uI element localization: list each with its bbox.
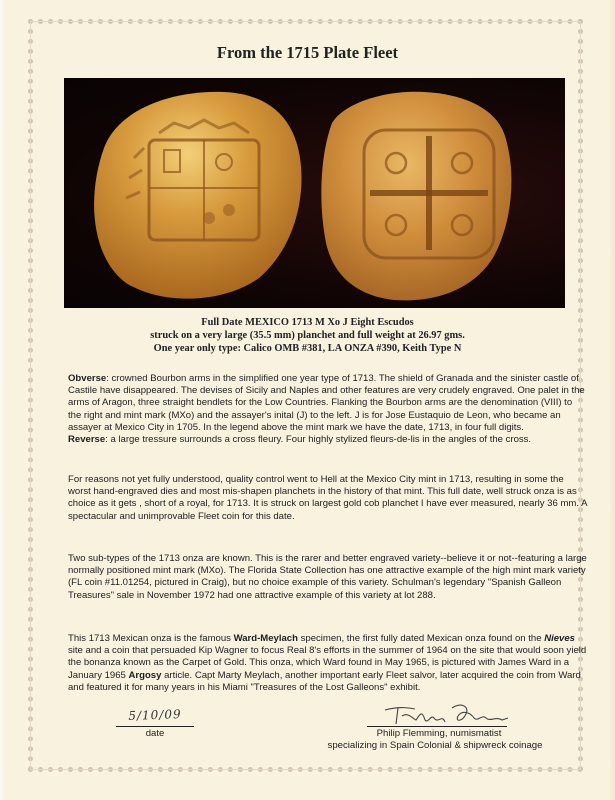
caption-line-3: One year only type: Calico OMB #381, LA ONZA #390, Keith Type N: [153, 343, 462, 354]
signature-underline: [367, 726, 507, 727]
date-label: date: [145, 728, 165, 739]
provenance-text-2: specimen, the first fully dated Mexican onza found on the: [297, 633, 545, 644]
reverse-label: Reverse: [68, 434, 106, 445]
signer-name: Philip Flemming, numismatist: [376, 728, 502, 739]
provenance-text-4: article. Capt Marty Meylach, another important early Fleet salvor, later acquired the coin from Ward and featured it for many years in his Miami "Treasures of the Lost Galleons" exhibit.: [68, 669, 581, 693]
caption-line-2: struck on a very large (35.5 mm) planchet and full weight at 26.97 gms.: [150, 330, 465, 341]
coin-photo-graphic: [64, 78, 565, 308]
handwritten-signature: [310, 700, 560, 726]
provenance-paragraph: [68, 633, 588, 694]
quality-text: For reasons not yet fully understood, quality control went to Hell at the Mexico City mint in 1713, resulting in some the worst hand-engraved dies and most mis-shapen planchets in the history of that mint. This full date, well struck onza is as choice as it gets , short of a royal, for 1713. It is struck on largest gold cob planchet I have ever measured, nearly 36 mm. A spectacular and unimprovable Fleet coin for this date.: [68, 474, 587, 522]
provenance-site-italic: Nieves: [544, 633, 575, 644]
subtypes-text: Two sub-types of the 1713 onza are known. This is the rarer and better engraved variety--believe it or not--featuring a large normally positioned mint mark (MXo). The Florida State Collection has one attractive example of the high mint mark variety (FL coin #11.01254, pictured in Craig), but no choice example of this variety. Schulman's legendary "Spanish Galleon Treasures" sale in November 1972 had one attractive example of this variety at lot 288.: [68, 553, 587, 601]
handwritten-date: 5/10/09: [128, 707, 182, 723]
coin-caption: [0, 316, 615, 355]
date-block: [116, 708, 194, 739]
document-title: From the 1715 Plate Fleet: [216, 43, 399, 62]
coin-reverse-cross-icon: [321, 92, 511, 301]
reverse-text: : a large tressure surrounds a cross fleury. Four highly stylized fleurs-de-lis in the angles of the cross.: [105, 434, 532, 445]
signature-block: [310, 700, 560, 751]
signer-specialty: specializing in Spain Colonial & shipwreck coinage: [327, 740, 543, 751]
coin-obverse-shield-icon: [94, 92, 301, 299]
provenance-name-bold: Ward-Meylach: [233, 633, 298, 644]
obverse-text: : crowned Bourbon arms in the simplified one year type of 1713. The shield of Granada and the sinister castle of Castile have disappeared. The devises of Sicily and Naples and other features are very crudely engraved. One palet in the arms of Aragon, three straight bendlets for the Low Countries. Flanking the Bourbon arms are the denomination (VIII) to the right and mint mark (MXo) and the assayer's inital (J) to the left. J is for Jose Eustaquio de Leon, who became an assayer at Mexico City in 1705. In the legend above the mint mark we have the date, 1713, in four full digits.: [68, 373, 585, 433]
provenance-text-3: site and a coin that persuaded Kip Wagner to focus Real 8's efforts in the summer of 1964 on the site that would soon yield the bonanza known as the Carpet of Gold. This onza, which Ward found in May 1965, is pictured with James Ward in a January 1965: [68, 645, 587, 681]
obverse-label: Obverse: [68, 373, 107, 384]
caption-line-1: Full Date MEXICO 1713 M Xo J Eight Escudos: [201, 317, 414, 328]
provenance-text-1: This 1713 Mexican onza is the famous: [68, 633, 234, 644]
signature-scribble-icon: [310, 700, 560, 726]
provenance-magazine-bold: Argosy: [128, 669, 162, 681]
subtypes-paragraph: [68, 553, 588, 602]
date-underline: [116, 726, 194, 727]
quality-paragraph: [68, 474, 588, 523]
coin-photo: [64, 78, 565, 308]
reverse-paragraph: [68, 434, 588, 446]
obverse-paragraph: [68, 373, 588, 434]
